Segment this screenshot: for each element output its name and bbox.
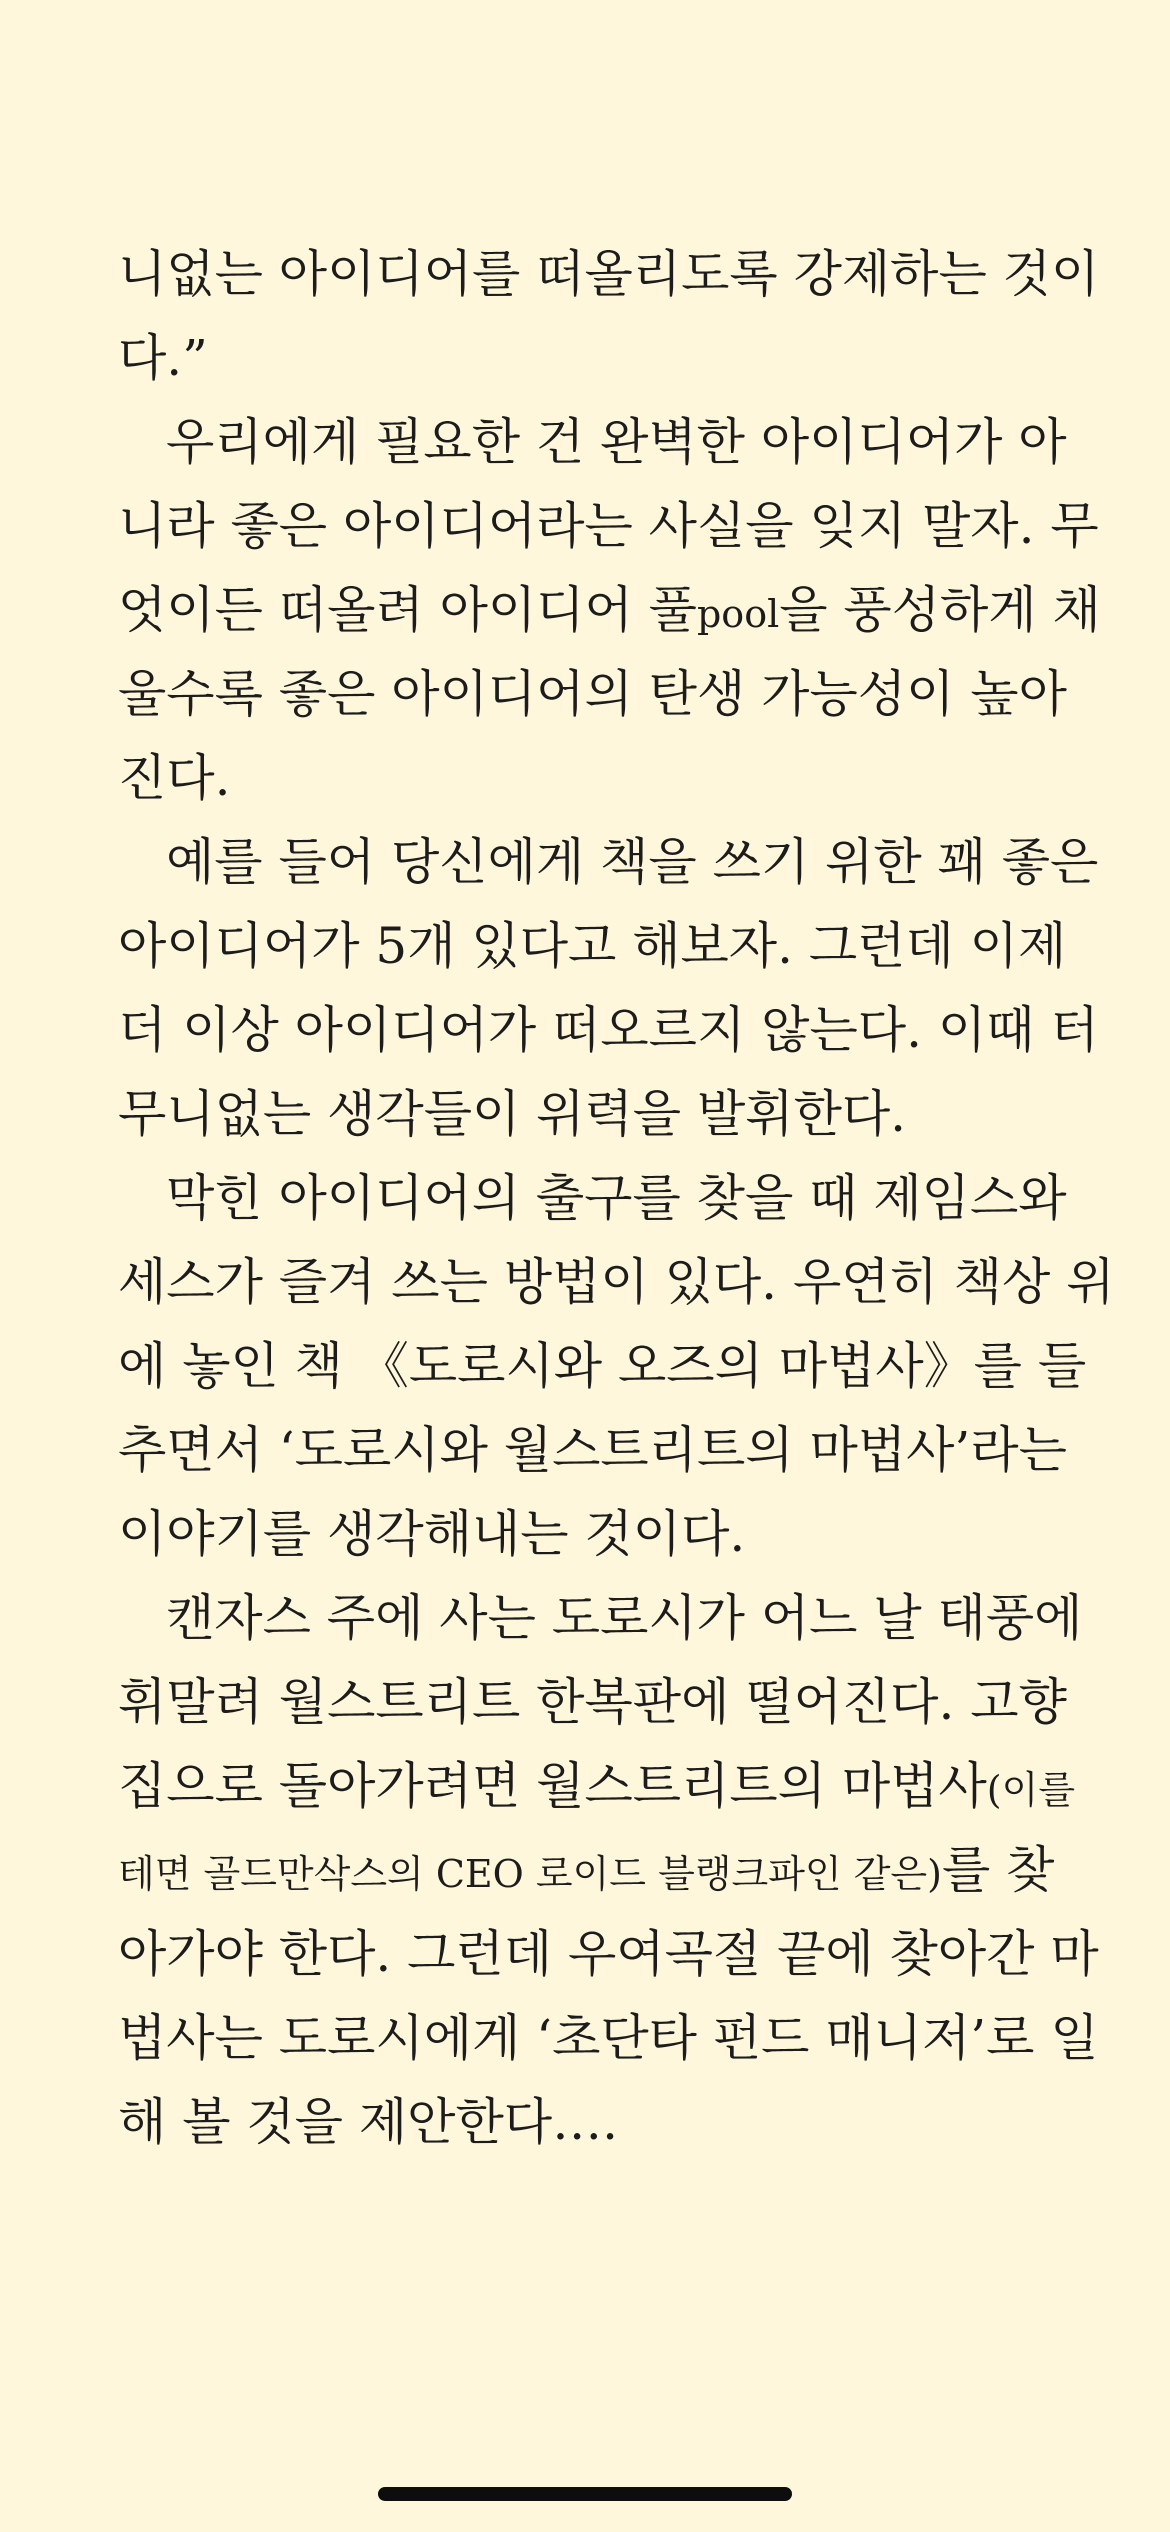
text-segment: 집으로 돌아가려면 월스트리트의 마법사 bbox=[118, 1757, 987, 1815]
text-line: 해 볼 것을 제안한다…. bbox=[118, 2093, 618, 2151]
text-line: 우리에게 필요한 건 완벽한 아이디어가 아 bbox=[166, 413, 1067, 471]
text-line: 휘말려 월스트리트 한복판에 떨어진다. 고향 bbox=[118, 1673, 1067, 1731]
book-page-text bbox=[118, 232, 1115, 2164]
text-line: 아이디어가 5개 있다고 해보자. 그런데 이제 bbox=[118, 917, 1067, 975]
text-line: 막힌 아이디어의 출구를 찾을 때 제임스와 bbox=[166, 1169, 1067, 1227]
text-line: 아가야 한다. 그런데 우여곡절 끝에 찾아간 마 bbox=[118, 1925, 1099, 1983]
text-line: 예를 들어 당신에게 책을 쓰기 위한 꽤 좋은 bbox=[166, 833, 1099, 891]
text-line: 캔자스 주에 사는 도로시가 어느 날 태풍에 bbox=[166, 1589, 1083, 1647]
annotation-text: 테면 골드만삭스의 CEO 로이드 블랭크파인 같은) bbox=[118, 1852, 942, 1896]
text-line: 세스가 즐겨 쓰는 방법이 있다. 우연히 책상 위 bbox=[118, 1253, 1115, 1311]
text-line bbox=[118, 1744, 1076, 1828]
text-line: 법사는 도로시에게 ‘초단타 펀드 매니저’로 일 bbox=[118, 2009, 1099, 2067]
text-line: 니라 좋은 아이디어라는 사실을 잊지 말자. 무 bbox=[118, 497, 1099, 555]
text-line bbox=[118, 568, 1101, 652]
text-line: 이야기를 생각해내는 것이다. bbox=[118, 1505, 746, 1563]
text-line: 니없는 아이디어를 떠올리도록 강제하는 것이 bbox=[118, 245, 1100, 303]
annotation-text: (이를 bbox=[986, 1768, 1076, 1812]
text-segment: 를 찾 bbox=[941, 1841, 1055, 1899]
home-indicator[interactable] bbox=[378, 2487, 792, 2501]
text-line: 다.” bbox=[118, 329, 208, 387]
text-segment: 을 풍성하게 채 bbox=[779, 581, 1101, 639]
text-line: 더 이상 아이디어가 떠오르지 않는다. 이때 터 bbox=[118, 1001, 1099, 1059]
text-line: 울수록 좋은 아이디어의 탄생 가능성이 높아 bbox=[118, 665, 1067, 723]
text-line: 진다. bbox=[118, 749, 231, 807]
text-line bbox=[118, 1828, 1055, 1912]
text-line: 에 놓인 책 《도로시와 오즈의 마법사》를 들 bbox=[118, 1337, 1087, 1395]
text-segment: 엇이든 떠올려 아이디어 풀 bbox=[118, 581, 697, 639]
text-line: 추면서 ‘도로시와 월스트리트의 마법사’라는 bbox=[118, 1421, 1067, 1479]
text-line: 무니없는 생각들이 위력을 발휘한다. bbox=[118, 1085, 907, 1143]
annotation-text: pool bbox=[696, 592, 780, 636]
